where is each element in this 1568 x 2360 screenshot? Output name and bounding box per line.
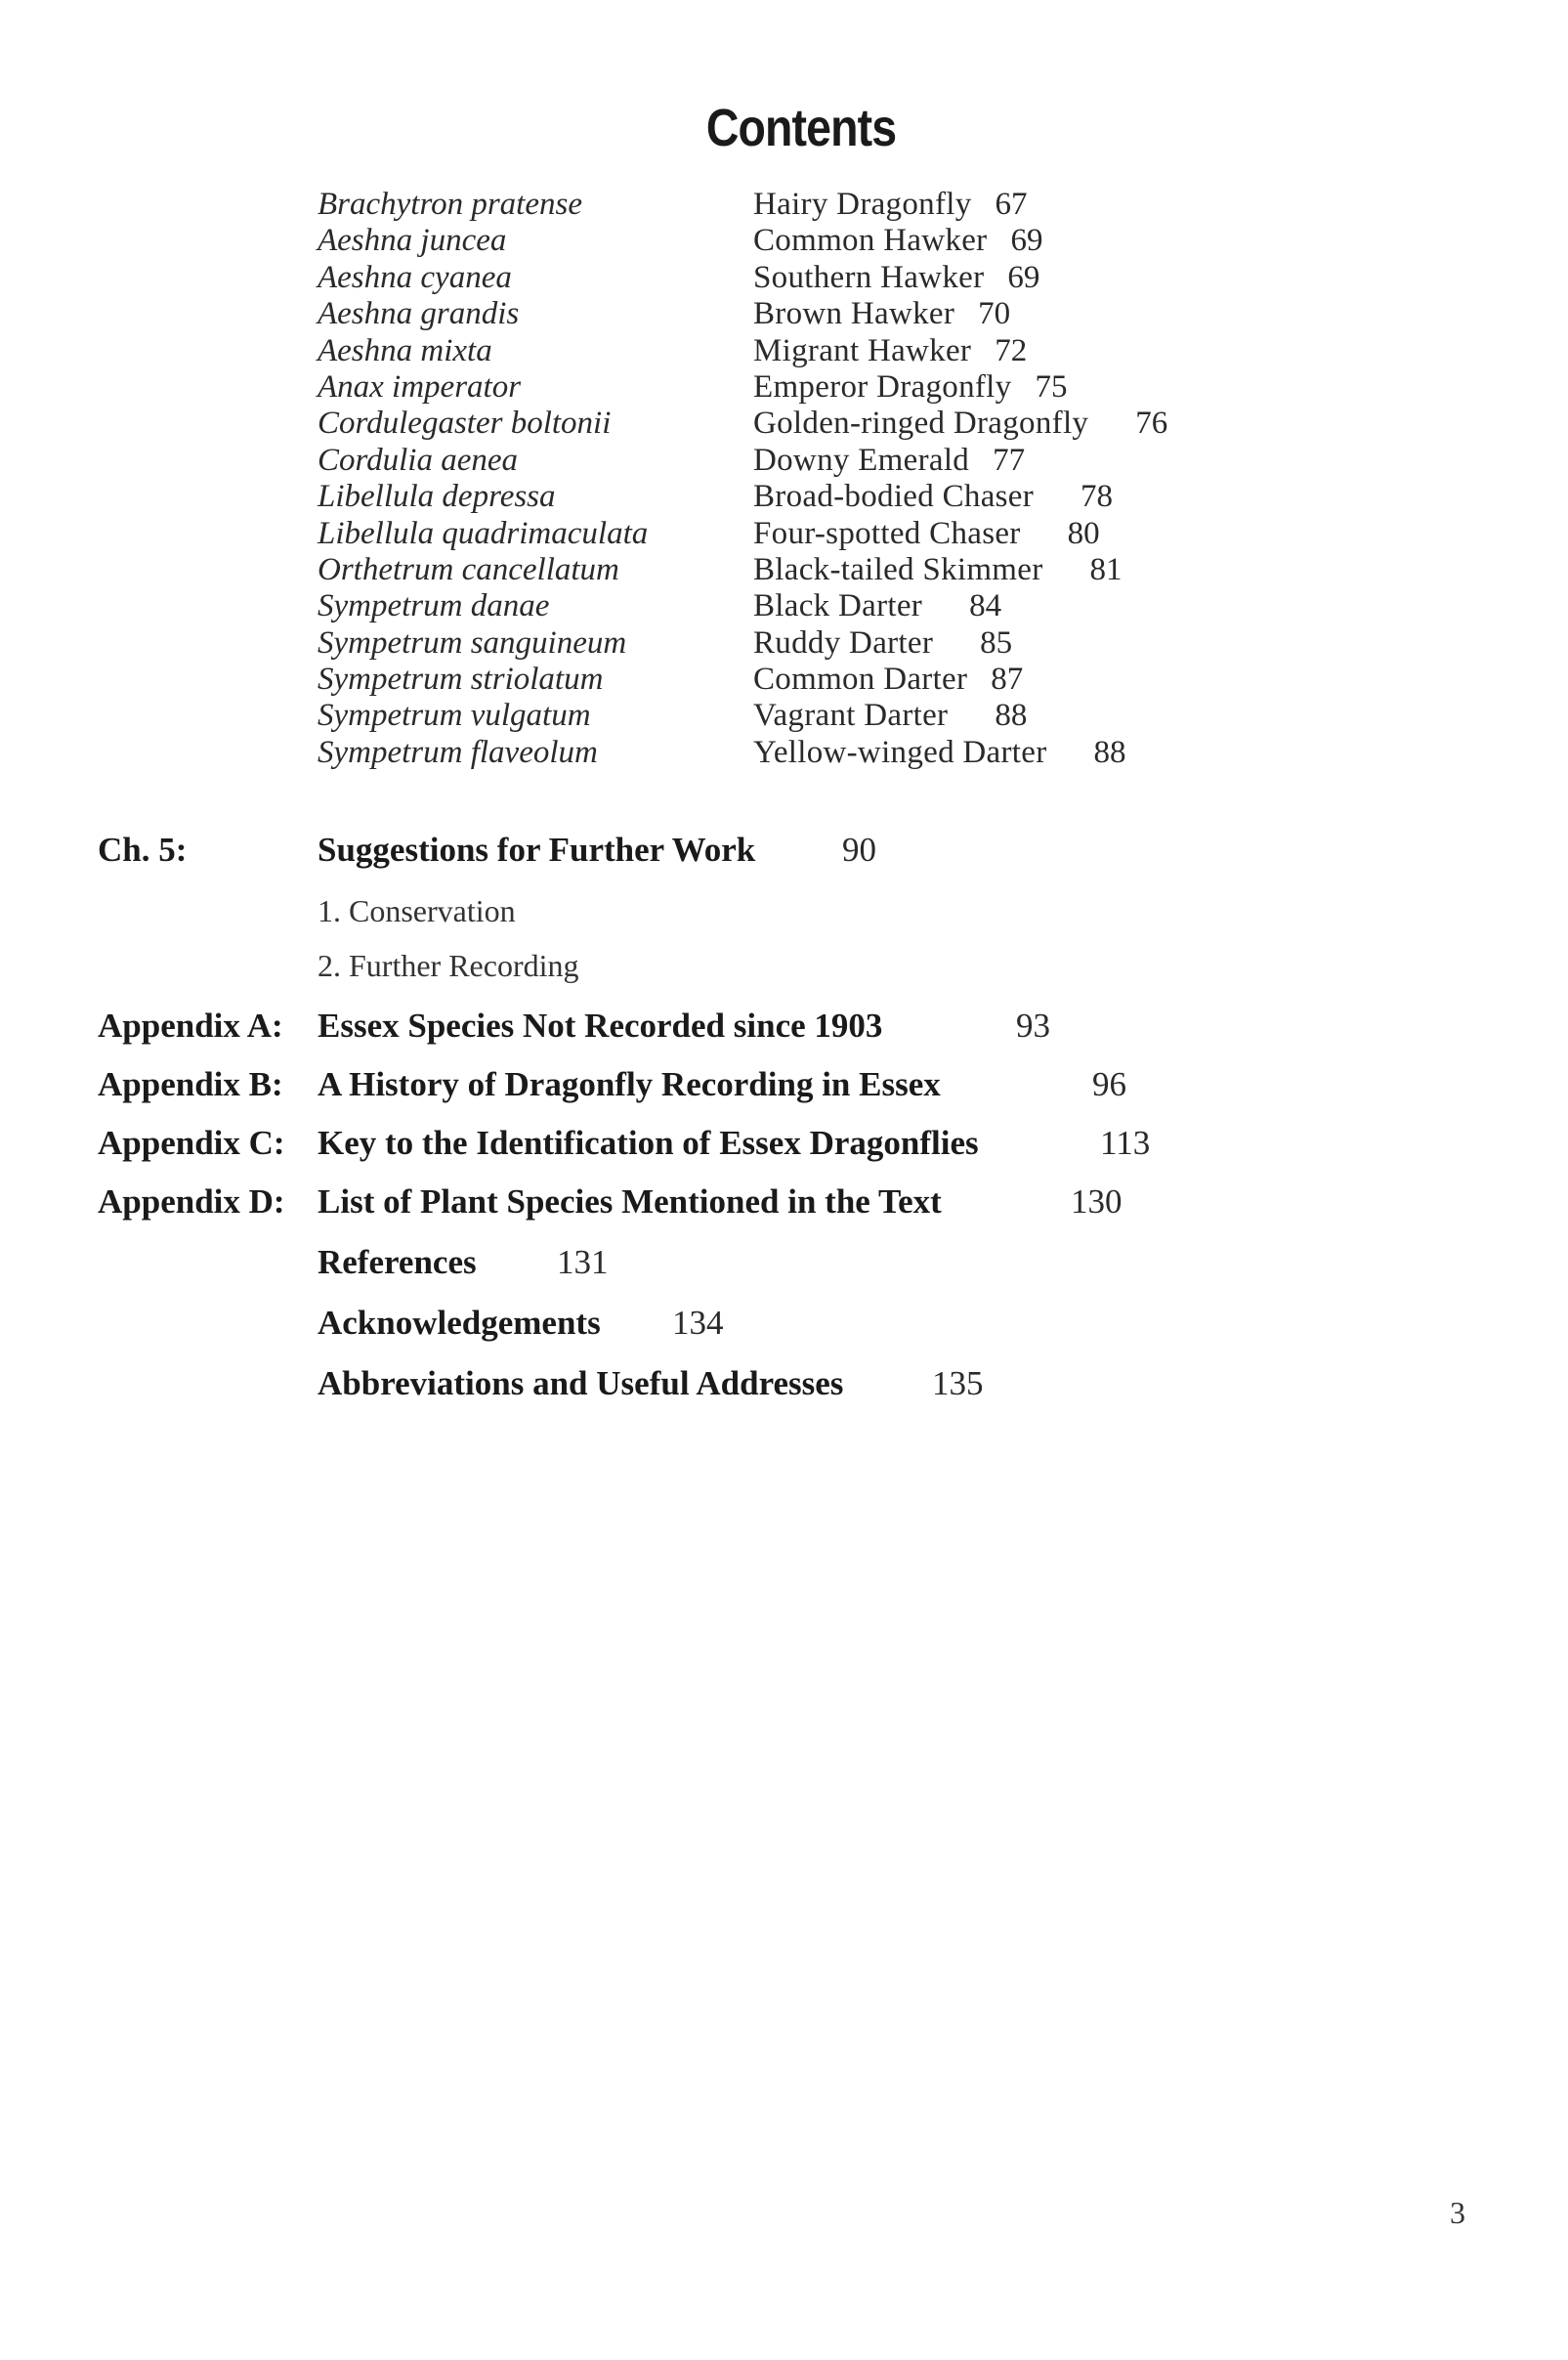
species-row bbox=[318, 516, 1236, 552]
page-number: 131 bbox=[557, 1243, 609, 1281]
page-number: 70 bbox=[978, 296, 1011, 332]
common-name: Yellow-winged Darter bbox=[753, 734, 1047, 770]
common-name: Ruddy Darter bbox=[753, 624, 934, 661]
species-row bbox=[318, 698, 1236, 734]
common-name: Four-spotted Chaser bbox=[753, 515, 1021, 551]
toc-entry-references bbox=[0, 1241, 1568, 1284]
scientific-name: Aeshna cyanea bbox=[318, 259, 512, 295]
toc-entry-appendix-d bbox=[0, 1180, 1568, 1223]
species-row bbox=[318, 260, 1236, 296]
species-row bbox=[318, 443, 1236, 479]
page-number: 81 bbox=[1089, 551, 1123, 587]
section-title: Acknowledgements bbox=[318, 1304, 601, 1342]
appendix-title: A History of Dragonfly Recording in Essex bbox=[318, 1065, 941, 1103]
scientific-name: Sympetrum striolatum bbox=[318, 662, 604, 698]
species-list bbox=[318, 187, 1236, 771]
common-name: Migrant Hawker bbox=[753, 332, 972, 368]
common-name: Emperor Dragonfly bbox=[753, 368, 1012, 405]
page-number: 96 bbox=[1092, 1065, 1126, 1103]
page-number: 67 bbox=[995, 187, 1028, 222]
appendix-label: Appendix D: bbox=[98, 1182, 285, 1221]
page-number: 130 bbox=[1071, 1182, 1123, 1221]
page-number: 77 bbox=[993, 442, 1026, 478]
scientific-name: Sympetrum danae bbox=[318, 588, 550, 624]
common-name: Southern Hawker bbox=[753, 259, 985, 295]
subsection-item: 1. Conservation bbox=[318, 893, 516, 928]
species-row bbox=[318, 187, 1236, 223]
scientific-name: Libellula quadrimaculata bbox=[318, 515, 649, 551]
common-name: Black Darter bbox=[753, 588, 923, 624]
scientific-name: Aeshna juncea bbox=[318, 223, 507, 259]
scientific-name: Cordulegaster boltonii bbox=[318, 406, 612, 442]
species-row bbox=[318, 479, 1236, 515]
species-row bbox=[318, 369, 1236, 406]
page-number: 80 bbox=[1067, 515, 1100, 551]
common-name: Hairy Dragonfly bbox=[753, 187, 972, 222]
scientific-name: Aeshna mixta bbox=[318, 332, 492, 368]
appendix-title: Essex Species Not Recorded since 1903 bbox=[318, 1007, 883, 1045]
scientific-name: Sympetrum flaveolum bbox=[318, 734, 598, 770]
species-row bbox=[318, 735, 1236, 771]
species-row bbox=[318, 588, 1236, 624]
chapter-label: Ch. 5: bbox=[98, 831, 188, 869]
page-number: 88 bbox=[995, 698, 1028, 734]
scientific-name: Anax imperator bbox=[318, 368, 522, 405]
page-number: 84 bbox=[969, 588, 1002, 624]
toc-entry-appendix-a bbox=[0, 1005, 1568, 1048]
appendix-title: Key to the Identification of Essex Dragonflies bbox=[318, 1124, 979, 1162]
page-number: 85 bbox=[980, 624, 1013, 661]
page-number: 93 bbox=[1016, 1007, 1050, 1045]
page-number: 135 bbox=[932, 1364, 984, 1402]
appendix-label: Appendix C: bbox=[98, 1124, 285, 1162]
scientific-name: Libellula depressa bbox=[318, 479, 556, 515]
species-row bbox=[318, 552, 1236, 588]
appendix-title: List of Plant Species Mentioned in the Text bbox=[318, 1182, 942, 1221]
common-name: Brown Hawker bbox=[753, 296, 955, 332]
scientific-name: Orthetrum cancellatum bbox=[318, 551, 619, 587]
page-number: 90 bbox=[842, 831, 876, 869]
subsection-item: 2. Further Recording bbox=[318, 948, 579, 983]
toc-entry-abbreviations bbox=[0, 1362, 1568, 1405]
page-number: 113 bbox=[1100, 1124, 1151, 1162]
common-name: Downy Emerald bbox=[753, 442, 970, 478]
folio-page-number: 3 bbox=[1450, 2195, 1465, 2230]
page-number: 69 bbox=[1007, 259, 1040, 295]
scientific-name: Sympetrum sanguineum bbox=[318, 624, 627, 661]
page-number: 78 bbox=[1081, 479, 1114, 515]
section-title: References bbox=[318, 1243, 477, 1281]
page-number: 76 bbox=[1135, 406, 1168, 442]
species-row bbox=[318, 333, 1236, 369]
page-number: 72 bbox=[995, 332, 1028, 368]
page-number: 87 bbox=[991, 662, 1024, 698]
appendix-label: Appendix A: bbox=[98, 1007, 283, 1045]
section-title: Abbreviations and Useful Addresses bbox=[318, 1364, 844, 1402]
common-name: Golden-ringed Dragonfly bbox=[753, 406, 1089, 442]
scientific-name: Aeshna grandis bbox=[318, 296, 520, 332]
scientific-name: Cordulia aenea bbox=[318, 442, 519, 478]
toc-entry-acknowledgements bbox=[0, 1302, 1568, 1345]
species-row bbox=[318, 406, 1236, 442]
chapter-title: Suggestions for Further Work bbox=[318, 831, 756, 869]
page-number: 75 bbox=[1035, 368, 1068, 405]
toc-entry-chapter-5 bbox=[0, 829, 1568, 872]
common-name: Broad-bodied Chaser bbox=[753, 479, 1035, 515]
toc-entry-appendix-b bbox=[0, 1063, 1568, 1106]
scientific-name: Brachytron pratense bbox=[318, 187, 582, 222]
appendix-label: Appendix B: bbox=[98, 1065, 283, 1103]
species-row bbox=[318, 625, 1236, 662]
toc-entry-appendix-c bbox=[0, 1122, 1568, 1165]
common-name: Black-tailed Skimmer bbox=[753, 551, 1043, 587]
species-row bbox=[318, 296, 1236, 332]
page-number: 88 bbox=[1093, 734, 1126, 770]
species-row bbox=[318, 662, 1236, 698]
page-number: 134 bbox=[672, 1304, 724, 1342]
scientific-name: Sympetrum vulgatum bbox=[318, 698, 591, 734]
page-title: Contents bbox=[705, 99, 897, 157]
page-number: 69 bbox=[1010, 223, 1043, 259]
common-name: Common Hawker bbox=[753, 223, 988, 259]
species-row bbox=[318, 223, 1236, 259]
common-name: Common Darter bbox=[753, 662, 968, 698]
common-name: Vagrant Darter bbox=[753, 698, 949, 734]
